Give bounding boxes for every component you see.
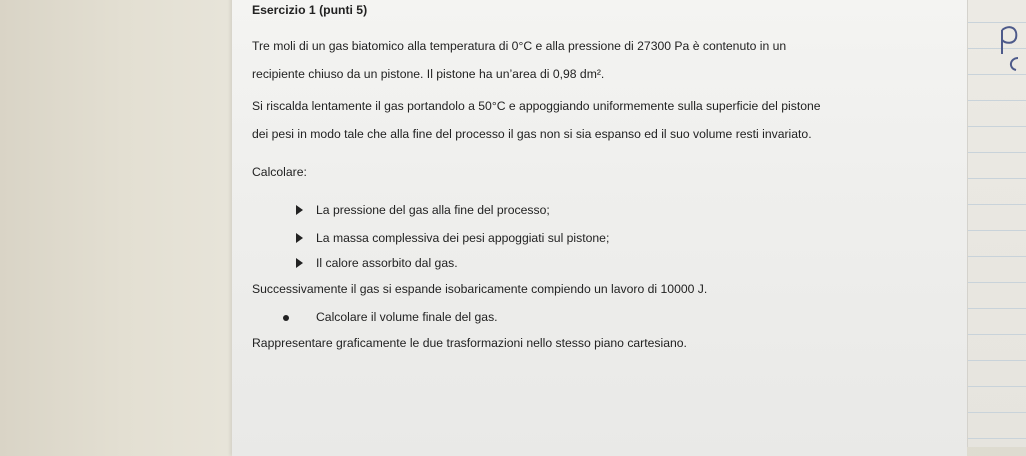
ruled-line bbox=[968, 438, 1026, 439]
paragraph-3: Successivamente il gas si espande isobaricamente compiendo un lavoro di 10000 J. bbox=[252, 282, 708, 296]
closing-instruction: Rappresentare graficamente le due trasformazioni nello stesso piano cartesiano. bbox=[252, 336, 687, 350]
calcolare-label: Calcolare: bbox=[252, 165, 307, 179]
task-item: Il calore assorbito dal gas. bbox=[316, 256, 458, 270]
ruled-line bbox=[968, 256, 1026, 257]
ruled-line bbox=[968, 126, 1026, 127]
handwriting-scribble bbox=[996, 14, 1024, 74]
notebook-page-edge bbox=[967, 0, 1026, 447]
ruled-line bbox=[968, 360, 1026, 361]
ruled-line bbox=[968, 74, 1026, 75]
ruled-line bbox=[968, 334, 1026, 335]
task-item: La massa complessiva dei pesi appoggiati sul pistone; bbox=[316, 231, 610, 245]
ruled-line bbox=[968, 282, 1026, 283]
ruled-line bbox=[968, 230, 1026, 231]
exercise-title: Esercizio 1 (punti 5) bbox=[252, 3, 368, 17]
ruled-line bbox=[968, 308, 1026, 309]
ruled-line bbox=[968, 178, 1026, 179]
ruled-line bbox=[968, 100, 1026, 101]
ruled-line bbox=[968, 386, 1026, 387]
arrow-bullet-icon bbox=[296, 233, 303, 243]
task-item: La pressione del gas alla fine del processo; bbox=[316, 203, 550, 217]
arrow-bullet-icon bbox=[296, 258, 303, 268]
paragraph-2-line-1: Si riscalda lentamente il gas portandolo a 50°C e appoggiando uniformemente sulla superficie del pistone bbox=[252, 99, 821, 113]
ruled-line bbox=[968, 204, 1026, 205]
paragraph-1-line-2: recipiente chiuso da un pistone. Il pistone ha un’area di 0,98 dm². bbox=[252, 67, 605, 81]
ruled-line bbox=[968, 412, 1026, 413]
paragraph-2-line-2: dei pesi in modo tale che alla fine del processo il gas non si sia espanso ed il suo volume resti invariato. bbox=[252, 127, 812, 141]
paragraph-1-line-1: Tre moli di un gas biatomico alla temperatura di 0°C e alla pressione di 27300 Pa è contenuto in un bbox=[252, 39, 787, 53]
final-task: Calcolare il volume finale del gas. bbox=[316, 310, 498, 324]
ruled-line bbox=[968, 152, 1026, 153]
dot-bullet-icon bbox=[283, 315, 289, 321]
arrow-bullet-icon bbox=[296, 205, 303, 215]
